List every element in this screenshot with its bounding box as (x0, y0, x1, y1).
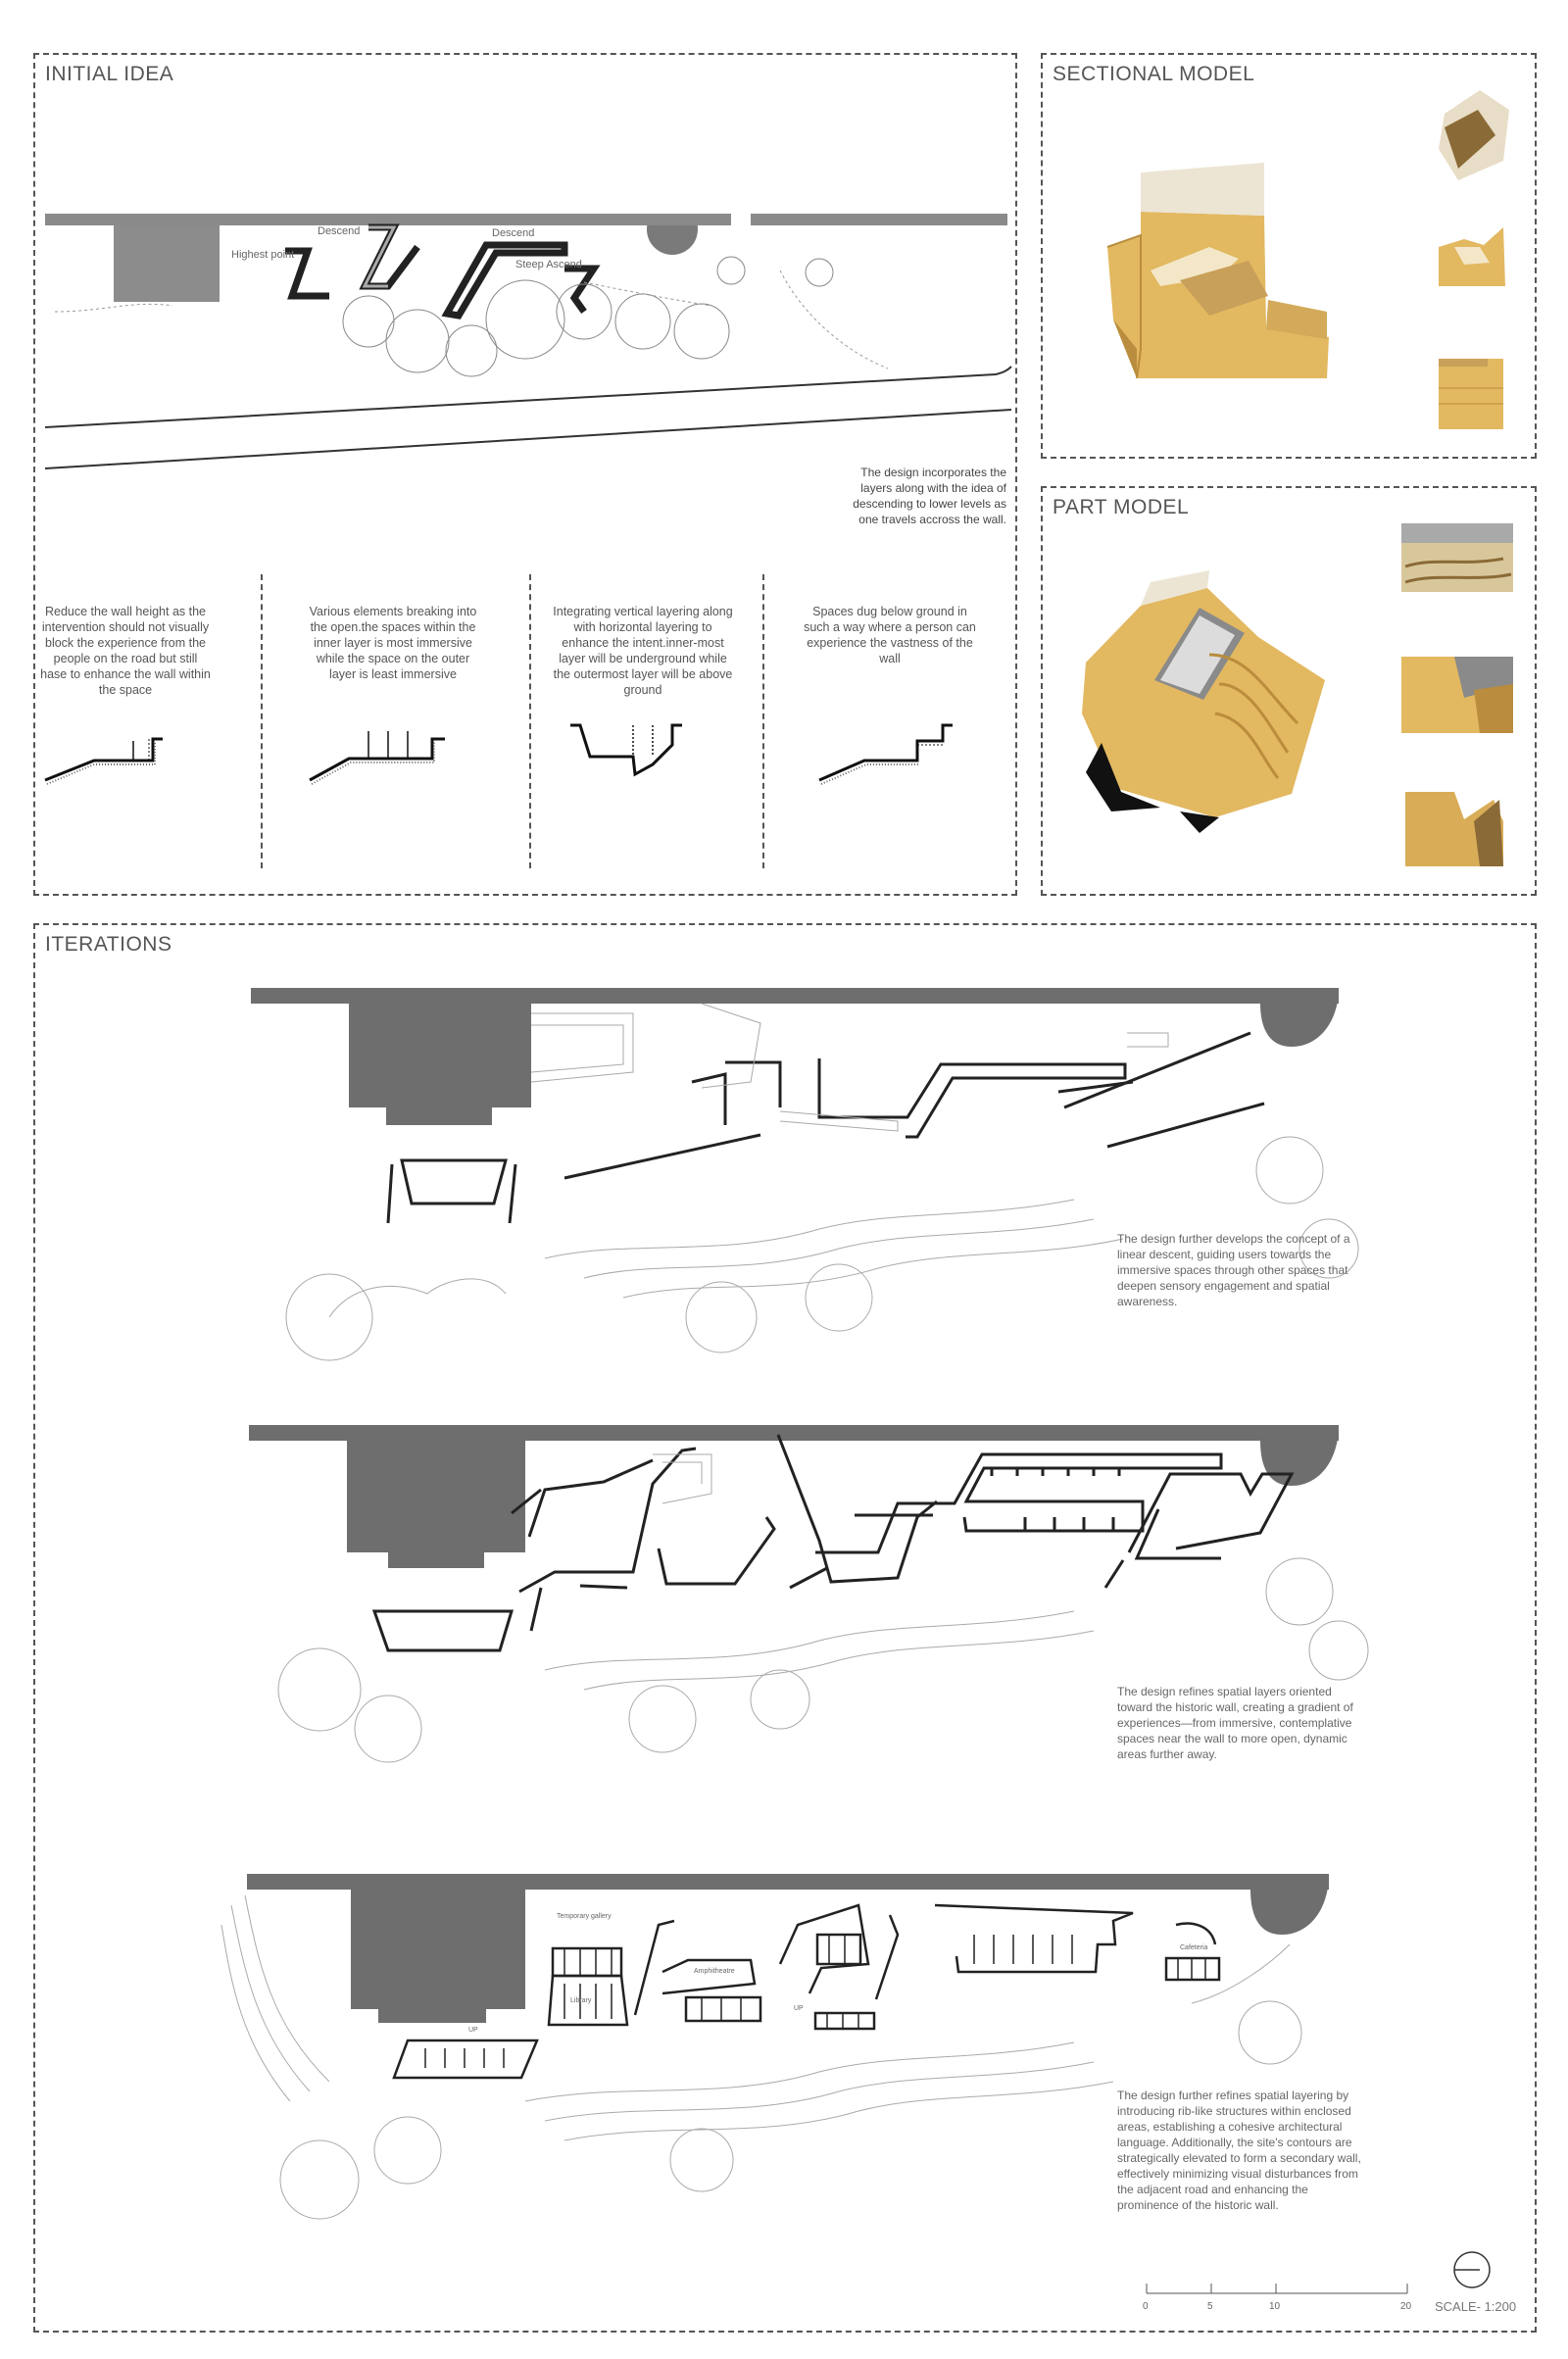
scale-label: SCALE- 1:200 (1435, 2299, 1517, 2314)
site-label-descend-1: Descend (318, 225, 361, 237)
iteration-note-3: The design further refines spatial layering by introducing rib-like structures within enclosed areas, establishing a cohesive architectural language. Additionally, the site's contours are strategically elevated to form a secondary wall, effectively minimizing visual disturbances from the adjacent road and enhancing the prominence of the historic wall. (1117, 2089, 1361, 2212)
concept-divider-1 (261, 574, 263, 868)
iterations-panel (33, 923, 1537, 2333)
north-arrow (1454, 2252, 1490, 2287)
part-model-main (1082, 570, 1325, 833)
concept-section-3 (570, 725, 682, 774)
site-label-steep-ascend: Steep Ascend (515, 259, 582, 270)
panel-title-iterations: ITERATIONS (45, 933, 172, 956)
part-model-thumb-3 (1405, 792, 1503, 866)
scale-tick-0: 0 (1143, 2301, 1149, 2312)
panel-title-sectional-model: SECTIONAL MODEL (1053, 63, 1255, 85)
sectional-model-photos (1043, 55, 1539, 461)
site-label-highest-point: Highest point (231, 249, 295, 261)
scale-tick-20: 20 (1400, 2301, 1412, 2312)
sectional-model-panel (1041, 53, 1537, 459)
part-model-photos (1043, 488, 1539, 898)
existing-building (114, 225, 220, 302)
plan3-label-up-1: UP (468, 2027, 478, 2034)
iteration-note-2: The design refines spatial layers oriented toward the historic wall, creating a gradient of experiences—from immersive, contemplative spaces near the wall to more open, dynamic areas further away. (1117, 1685, 1353, 1761)
plan3-label-library: Library (570, 1997, 592, 2004)
plan3-label-up-2: UP (794, 2005, 804, 2012)
iteration-note-1: The design further develops the concept of a linear descent, guiding users towards the immersive spaces through other spaces that deepen sensory engagement and spatial awareness. (1117, 1232, 1350, 1308)
concept-caption-2: Various elements breaking into the open.the spaces within the inner layer is most immersive while the space on the outer layer is least immersive (309, 605, 477, 681)
part-model-panel (1041, 486, 1537, 896)
plan3-label-amphitheatre: Amphitheatre (694, 1968, 735, 1975)
concept-caption-1: Reduce the wall height as the intervention should not visually block the experience from the people on the road but still hase to enhance the wall within the space (40, 605, 211, 697)
concept-caption-3: Integrating vertical layering along with horizontal layering to enhance the intent.inner-most layer will be underground while the outermost layer will be above ground (553, 605, 733, 697)
sectional-model-main (1107, 163, 1329, 378)
initial-idea-panel (33, 53, 1017, 896)
concept-section-4 (819, 725, 953, 780)
initial-idea-note: The design incorporates the layers along with the idea of descending to lower levels as one travels accross the wall. (853, 466, 1006, 526)
plan3-label-temporary-gallery: Temporary gallery (557, 1913, 612, 1920)
concept-divider-3 (762, 574, 764, 868)
sectional-model-thumb-2 (1439, 227, 1505, 286)
plan3-label-cafeteria: Cafeteria (1180, 1944, 1208, 1951)
scale-bar (1147, 2284, 1407, 2293)
sectional-model-thumb-1 (1439, 90, 1509, 180)
panel-title-part-model: PART MODEL (1053, 496, 1190, 518)
part-model-thumb-1 (1401, 523, 1513, 592)
part-model-thumb-2 (1401, 657, 1513, 733)
panel-title-initial-idea: INITIAL IDEA (45, 63, 174, 85)
sectional-model-thumb-3 (1439, 359, 1503, 429)
site-label-descend-2: Descend (492, 227, 535, 239)
scale-tick-5: 5 (1207, 2301, 1213, 2312)
concept-section-1 (45, 739, 163, 780)
concept-section-2 (310, 731, 445, 780)
concept-divider-2 (529, 574, 531, 868)
scale-tick-10: 10 (1269, 2301, 1281, 2312)
concept-caption-4: Spaces dug below ground in such a way where a person can experience the vastness of the wall (804, 605, 976, 665)
historic-wall-strip-right (751, 214, 1007, 225)
